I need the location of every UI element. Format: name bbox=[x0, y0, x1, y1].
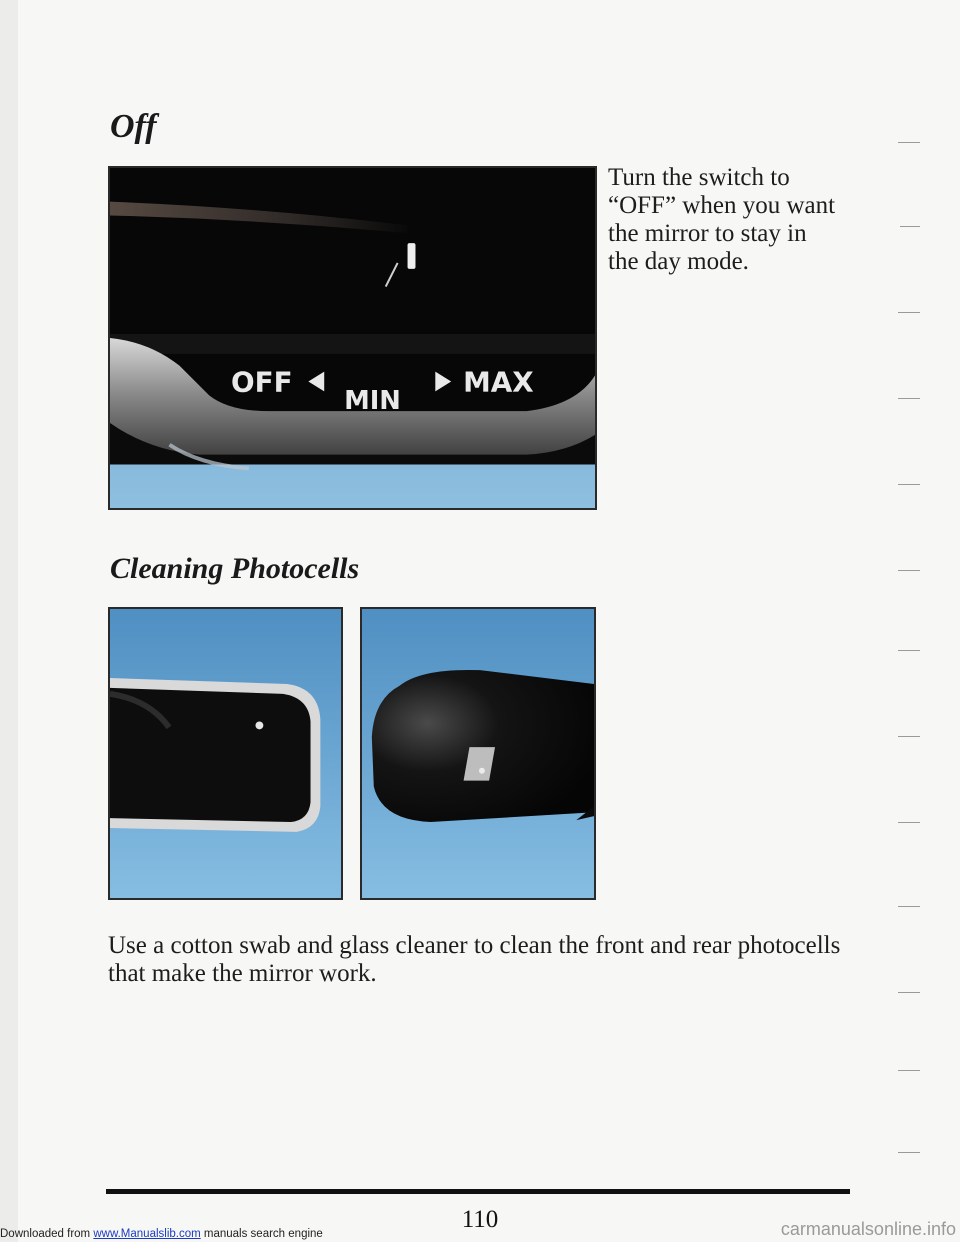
page-number: 110 bbox=[461, 1206, 499, 1233]
download-footer bbox=[0, 1226, 323, 1242]
margin-mark bbox=[898, 992, 920, 993]
margin-mark bbox=[898, 484, 920, 485]
off-heading: Off bbox=[110, 108, 157, 145]
scan-edge-strip bbox=[0, 0, 18, 1242]
watermark: carmanualsonline.info bbox=[780, 1219, 956, 1239]
margin-mark bbox=[898, 398, 920, 399]
mirror-switch-photo bbox=[108, 166, 597, 510]
min-label: MIN bbox=[344, 386, 401, 417]
rear-photocell-photo bbox=[360, 607, 596, 900]
margin-mark bbox=[898, 570, 920, 571]
front-photocell-photo bbox=[108, 607, 343, 900]
margin-mark bbox=[898, 142, 920, 143]
margin-mark bbox=[898, 736, 920, 737]
max-label: MAX bbox=[463, 365, 534, 399]
margin-mark bbox=[900, 226, 920, 227]
margin-mark bbox=[898, 822, 920, 823]
bottom-rule bbox=[106, 1189, 850, 1194]
manualslib-link[interactable]: www.Manualslib.com bbox=[93, 1228, 201, 1240]
footer-prefix: Downloaded from bbox=[0, 1228, 94, 1240]
cleaning-description: Use a cotton swab and glass cleaner to clean the front and rear photocells that make the mirror work. bbox=[108, 932, 841, 987]
margin-mark bbox=[898, 312, 920, 313]
front-photocell-icon bbox=[255, 721, 263, 729]
off-description: Turn the switch to “OFF” when you want the mirror to stay in the day mode. bbox=[608, 164, 836, 275]
margin-mark bbox=[898, 1070, 920, 1071]
margin-mark bbox=[898, 1152, 920, 1153]
margin-mark bbox=[898, 906, 920, 907]
off-label: OFF bbox=[231, 365, 293, 399]
margin-mark bbox=[898, 650, 920, 651]
cleaning-photocells-heading: Cleaning Photocells bbox=[110, 552, 360, 585]
switch-lever-icon bbox=[408, 243, 416, 269]
footer-suffix: manuals search engine bbox=[200, 1228, 323, 1240]
